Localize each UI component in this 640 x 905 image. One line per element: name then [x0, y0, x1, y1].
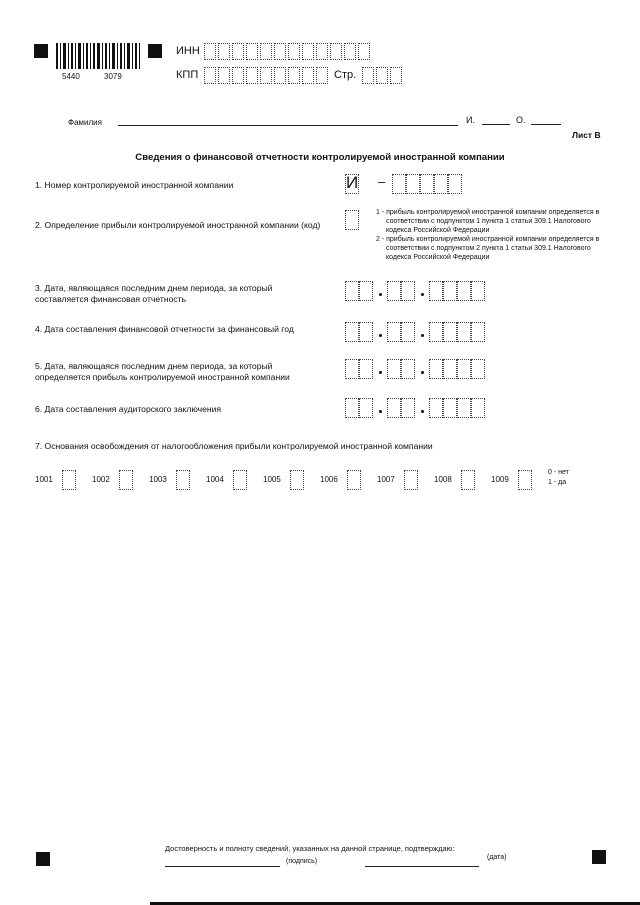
item1-number-field[interactable]	[392, 174, 464, 194]
date-line[interactable]	[365, 866, 479, 867]
corner-marker-top-right	[148, 44, 162, 58]
inn-label: ИНН	[176, 45, 200, 57]
item4-date-field[interactable]	[345, 322, 495, 342]
code-1004-field[interactable]	[233, 470, 247, 490]
barcode	[56, 43, 140, 69]
item1-prefix-cell: И	[346, 173, 359, 192]
code-1004-label: 1004	[206, 475, 224, 484]
page-label: Стр.	[334, 69, 357, 81]
item4-label: 4. Дата составления финансовой отчетности за финансовый год	[35, 324, 294, 334]
item2-label: 2. Определение прибыли контролируемой иностранной компании (код)	[35, 220, 321, 230]
surname-field[interactable]	[118, 125, 458, 126]
code-1002-field[interactable]	[119, 470, 133, 490]
initial-o-label: О.	[516, 115, 526, 125]
code-1003-field[interactable]	[176, 470, 190, 490]
initial-i-field[interactable]	[482, 124, 510, 125]
code-1007-label: 1007	[377, 475, 395, 484]
item1-dash: –	[378, 174, 386, 189]
item3-label: 3. Дата, являющаяся последним днем периода, за который составляется финансовая отчетность	[35, 283, 273, 304]
inn-field[interactable]	[204, 43, 372, 60]
initial-o-field[interactable]	[531, 124, 561, 125]
item5-date-field[interactable]	[345, 359, 495, 379]
code-1005-field[interactable]	[290, 470, 304, 490]
item2-hint-2: 2 - прибыль контролируемой иностранной компании определяется в соответствии с подпунктом 2 пункта 1 статьи 309.1 Налогового кодекса Российской Федерации	[376, 236, 600, 261]
code-1001-label: 1001	[35, 475, 53, 484]
legend-no: 0 - нет	[548, 469, 569, 476]
signature-line[interactable]	[165, 866, 280, 867]
kpp-label: КПП	[176, 69, 199, 81]
corner-marker-top-left	[34, 44, 48, 58]
signature-label: (подпись)	[286, 858, 318, 865]
item2-code-field[interactable]	[345, 210, 359, 230]
barcode-number-right: 3079	[104, 72, 122, 81]
item6-label: 6. Дата составления аудиторского заключения	[35, 404, 222, 414]
surname-label: Фамилия	[68, 118, 102, 127]
item6-date-field[interactable]	[345, 398, 495, 418]
code-1001-field[interactable]	[62, 470, 76, 490]
confirm-text: Достоверность и полноту сведений, указанных на данной странице, подтверждаю:	[165, 844, 455, 853]
corner-marker-bottom-left	[36, 852, 50, 866]
code-1007-field[interactable]	[404, 470, 418, 490]
page-number-field[interactable]	[362, 67, 404, 84]
item3-date-field[interactable]	[345, 281, 495, 301]
kpp-field[interactable]	[204, 67, 330, 84]
barcode-number-left: 5440	[62, 72, 80, 81]
sheet-label: Лист В	[572, 130, 601, 140]
item2-hint-1: 1 - прибыль контролируемой иностранной компании определяется в соответствии с подпунктом 1 пункта 1 статьи 309.1 Налогового кодекса Российской Федерации	[376, 209, 600, 234]
code-1009-field[interactable]	[518, 470, 532, 490]
corner-marker-bottom-right	[592, 850, 606, 864]
code-1005-label: 1005	[263, 475, 281, 484]
item7-label: 7. Основания освобождения от налогообложения прибыли контролируемой иностранной компании	[35, 441, 433, 451]
code-1006-field[interactable]	[347, 470, 361, 490]
code-1006-label: 1006	[320, 475, 338, 484]
item5-label: 5. Дата, являющаяся последним днем периода, за который определяется прибыль контролируемой иностранной компании	[35, 361, 290, 382]
code-1002-label: 1002	[92, 475, 110, 484]
barcode-graphic	[56, 43, 140, 69]
item1-label: 1. Номер контролируемой иностранной компании	[35, 180, 234, 190]
page-title: Сведения о финансовой отчетности контролируемой иностранной компании	[135, 152, 505, 163]
code-1009-label: 1009	[491, 475, 509, 484]
initial-i-label: И.	[466, 115, 475, 125]
legend-yes: 1 - да	[548, 479, 567, 486]
date-label: (дата)	[487, 854, 507, 861]
code-1003-label: 1003	[149, 475, 167, 484]
code-1008-field[interactable]	[461, 470, 475, 490]
code-1008-label: 1008	[434, 475, 452, 484]
